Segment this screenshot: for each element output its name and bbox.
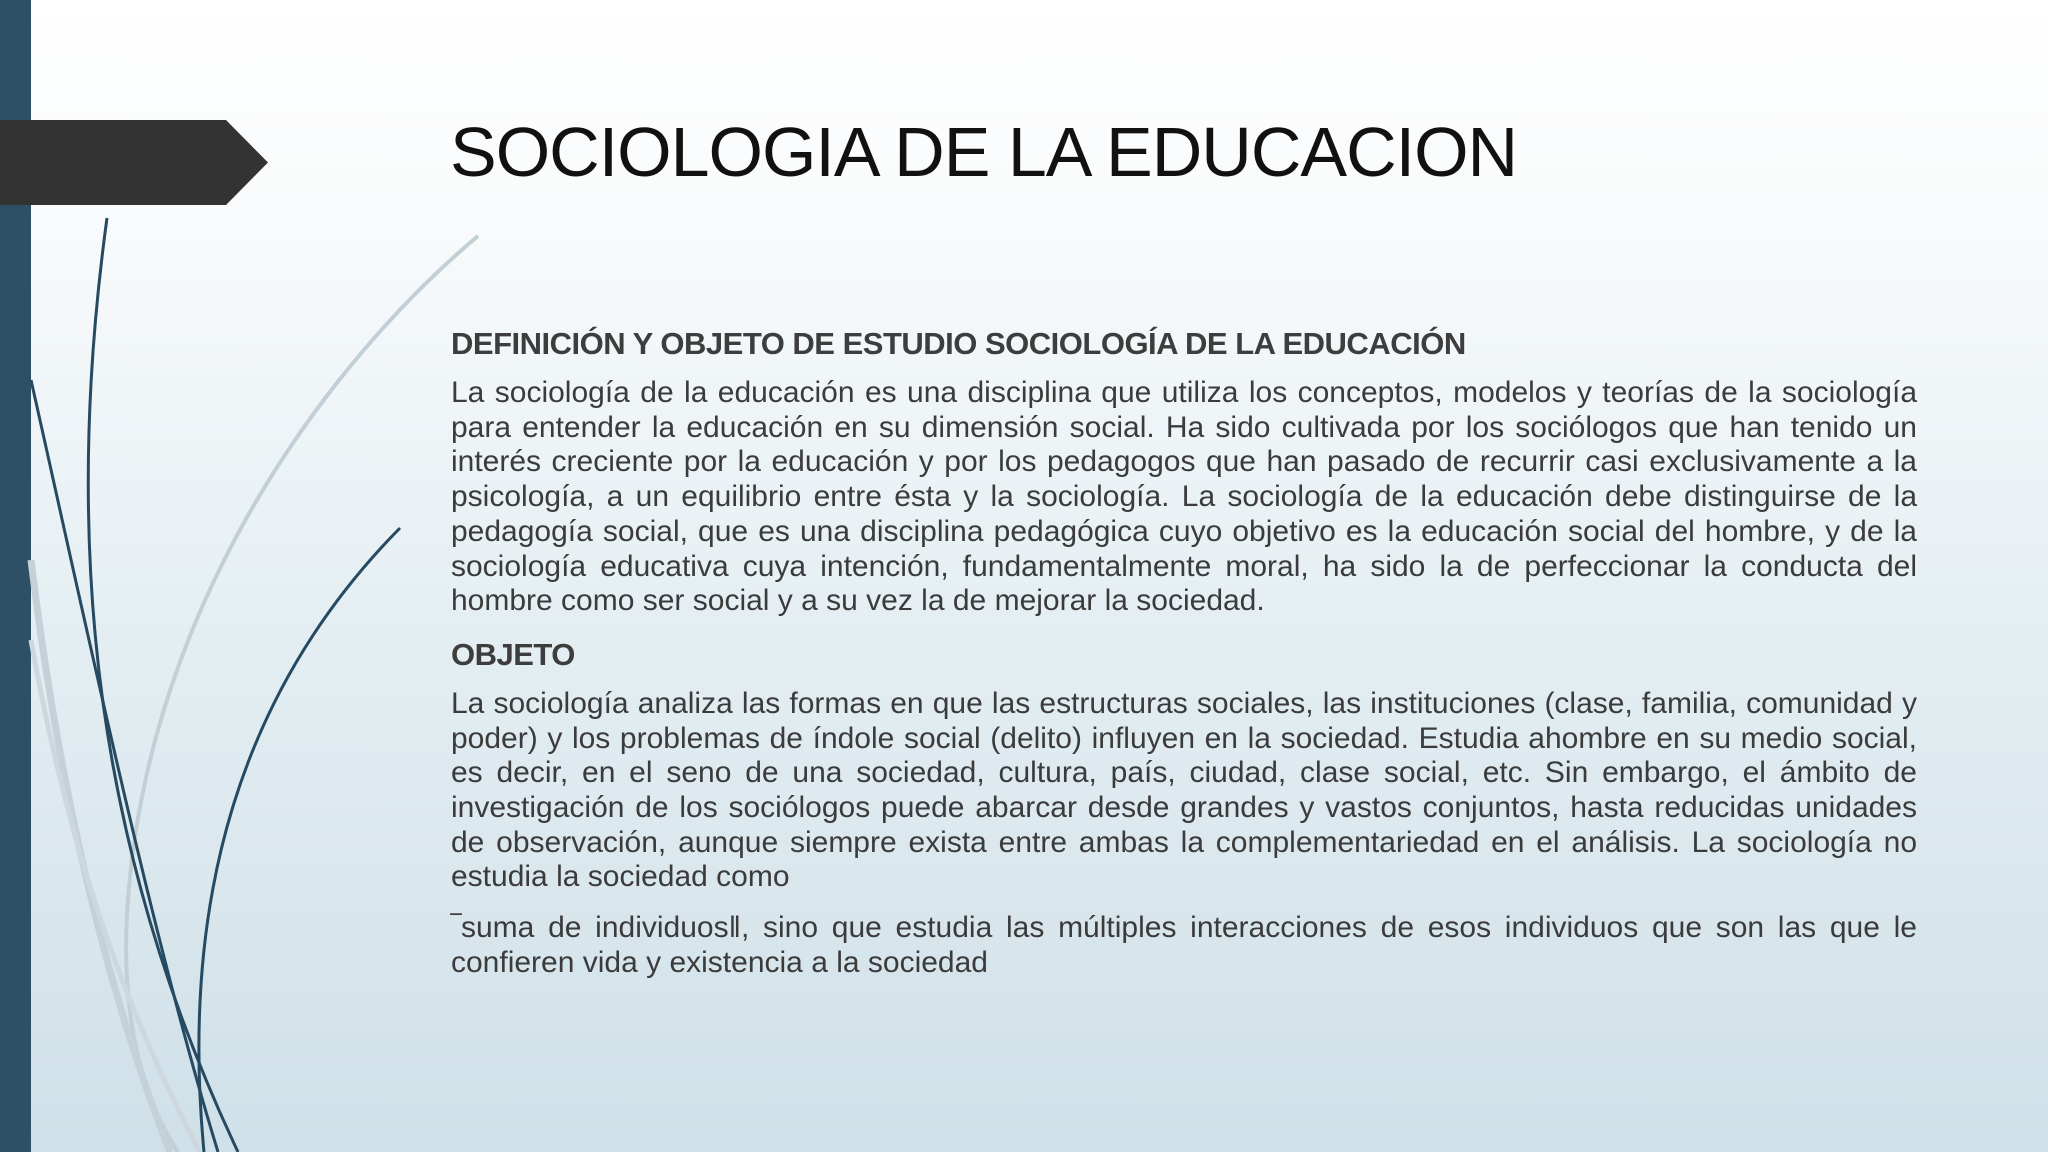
title-arrow-banner [0,120,268,205]
definition-paragraph: La sociología de la educación es una disciplina que utiliza los conceptos, modelos y teorías de la sociología para entender la educación en su dimensión social. Ha sido cultivada por los sociólogos que han tenido un interés creciente por la educación y por los pedagogos que han pasado de recurrir casi exclusivamente a la psicología, a un equilibrio entre ésta y la sociología. La sociología de la educación debe distinguirse de la pedagogía social, que es una disciplina pedagógica cuyo objetivo es la educación social del hombre, y de la sociología educativa cuya intención, fundamentalmente moral, ha sido la de perfeccionar la conducta del hombre como ser social y a su vez la de mejorar la sociedad. [451,376,1917,618]
slide-body [451,324,1917,981]
slide-title: SOCIOLOGIA DE LA EDUCACION [450,113,1518,191]
swoosh-light-wide [31,560,170,1152]
swoosh-dark-right [199,528,400,1152]
objeto-continuation-paragraph: ‾suma de individuos‖, sino que estudia las múltiples interacciones de esos individuos que son las que le confieren vida y existencia a la sociedad [451,911,1917,979]
objeto-paragraph: La sociología analiza las formas en que las estructuras sociales, las instituciones (clase, familia, comunidad y poder) y los problemas de índole social (delito) influyen en la sociedad. Estudia ahombre en su medio social, es decir, en el seno de una sociedad, cultura, país, ciudad, clase social, etc. Sin embargo, el ámbito de investigación de los sociólogos puede abarcar desde grandes y vastos conjuntos, hasta reducidas unidades de observación, aunque siempre exista entre ambas la complementariedad en el análisis. La sociología no estudia la sociedad como [451,686,1917,894]
swoosh-dark-tall [88,218,238,1152]
section-heading-definition: DEFINICIÓN Y OBJETO DE ESTUDIO SOCIOLOGÍA DE LA EDUCACIÓN [451,326,1466,361]
section-heading-objeto: OBJETO [451,636,575,672]
